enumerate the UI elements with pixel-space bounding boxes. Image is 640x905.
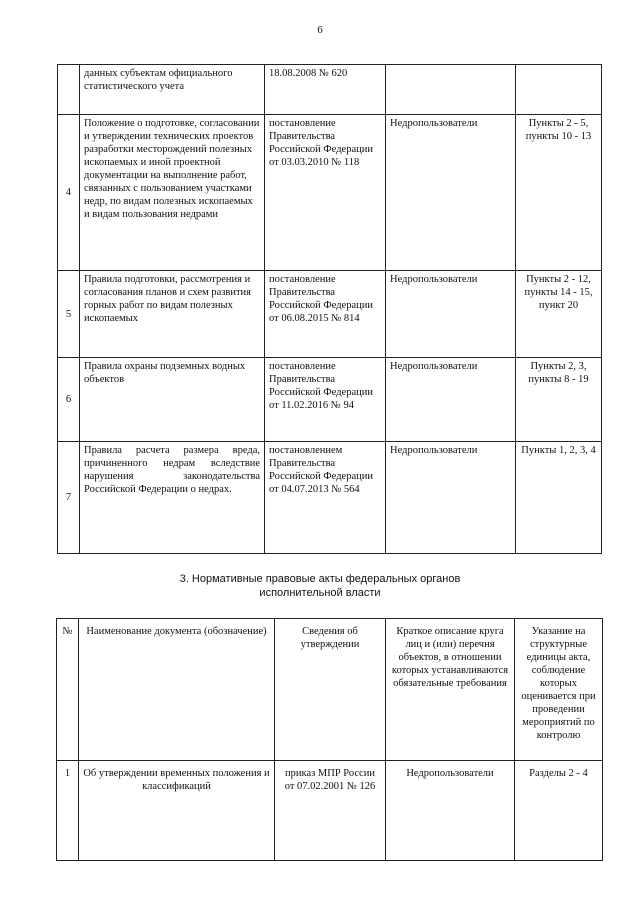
section-title-line-1: 3. Нормативные правовые акты федеральных органов [179,573,461,585]
table-row [58,442,602,554]
table-row [58,358,602,442]
row-number: 5 [58,271,80,358]
section-title [150,572,490,600]
subjects [386,65,516,115]
structural-units: Разделы 2 - 4 [515,761,603,861]
header-reference: Указание на структурные единицы акта, соблюдение которых оценивается при проведении мероприятий по контролю [515,619,603,761]
table-row [57,761,603,861]
subjects: Недропользователи [386,442,516,554]
row-number [58,65,80,115]
header-num: № [57,619,79,761]
table-row [58,65,602,115]
structural-units: Пункты 2 - 5, пункты 10 - 13 [516,115,602,271]
approval-info: приказ МПР России от 07.02.2001 № 126 [275,761,386,861]
table-row [58,115,602,271]
subjects: Недропользователи [386,358,516,442]
document-name: Об утверждении временных положения и классификаций [79,761,275,861]
document-name: Положение о подготовке, согласовании и утверждении технических проектов разработки месторождений полезных ископаемых и иной проектной документации на выполнение работ, связанных с пользованием участками недр, по видам полезных ископаемых и видам пользования недрами [80,115,265,271]
structural-units: Пункты 2, 3, пункты 8 - 19 [516,358,602,442]
row-number: 7 [58,442,80,554]
approval-info: постановление Правительства Российской Федерации от 03.03.2010 № 118 [265,115,386,271]
table-row [58,271,602,358]
page-number: 6 [317,24,323,36]
header-name: Наименование документа (обозначение) [79,619,275,761]
row-number: 6 [58,358,80,442]
header-approval: Сведения об утверждении [275,619,386,761]
approval-info: 18.08.2008 № 620 [265,65,386,115]
structural-units [516,65,602,115]
federal-acts-table [56,618,603,861]
approval-info: постановлением Правительства Российской Федерации от 04.07.2013 № 564 [265,442,386,554]
approval-info: постановление Правительства Российской Федерации от 06.08.2015 № 814 [265,271,386,358]
header-description: Краткое описание круга лиц и (или) перечня объектов, в отношении которых устанавливаются обязательные требования [386,619,515,761]
subjects: Недропользователи [386,271,516,358]
document-name: Правила охраны подземных водных объектов [80,358,265,442]
table-header-row [57,619,603,761]
legal-acts-table [57,64,602,554]
section-title-line-2: исполнительной власти [259,587,381,599]
document-name: данных субъектам официального статистического учета [80,65,265,115]
structural-units: Пункты 1, 2, 3, 4 [516,442,602,554]
structural-units: Пункты 2 - 12, пункты 14 - 15, пункт 20 [516,271,602,358]
subjects: Недропользователи [386,761,515,861]
row-number: 1 [57,761,79,861]
subjects: Недропользователи [386,115,516,271]
approval-info: постановление Правительства Российской Федерации от 11.02.2016 № 94 [265,358,386,442]
row-number: 4 [58,115,80,271]
document-name: Правила расчета размера вреда, причиненного недрам вследствие нарушения законодательства Российской Федерации о недрах. [80,442,265,554]
document-name: Правила подготовки, рассмотрения и согласования планов и схем развития горных работ по видам полезных ископаемых [80,271,265,358]
